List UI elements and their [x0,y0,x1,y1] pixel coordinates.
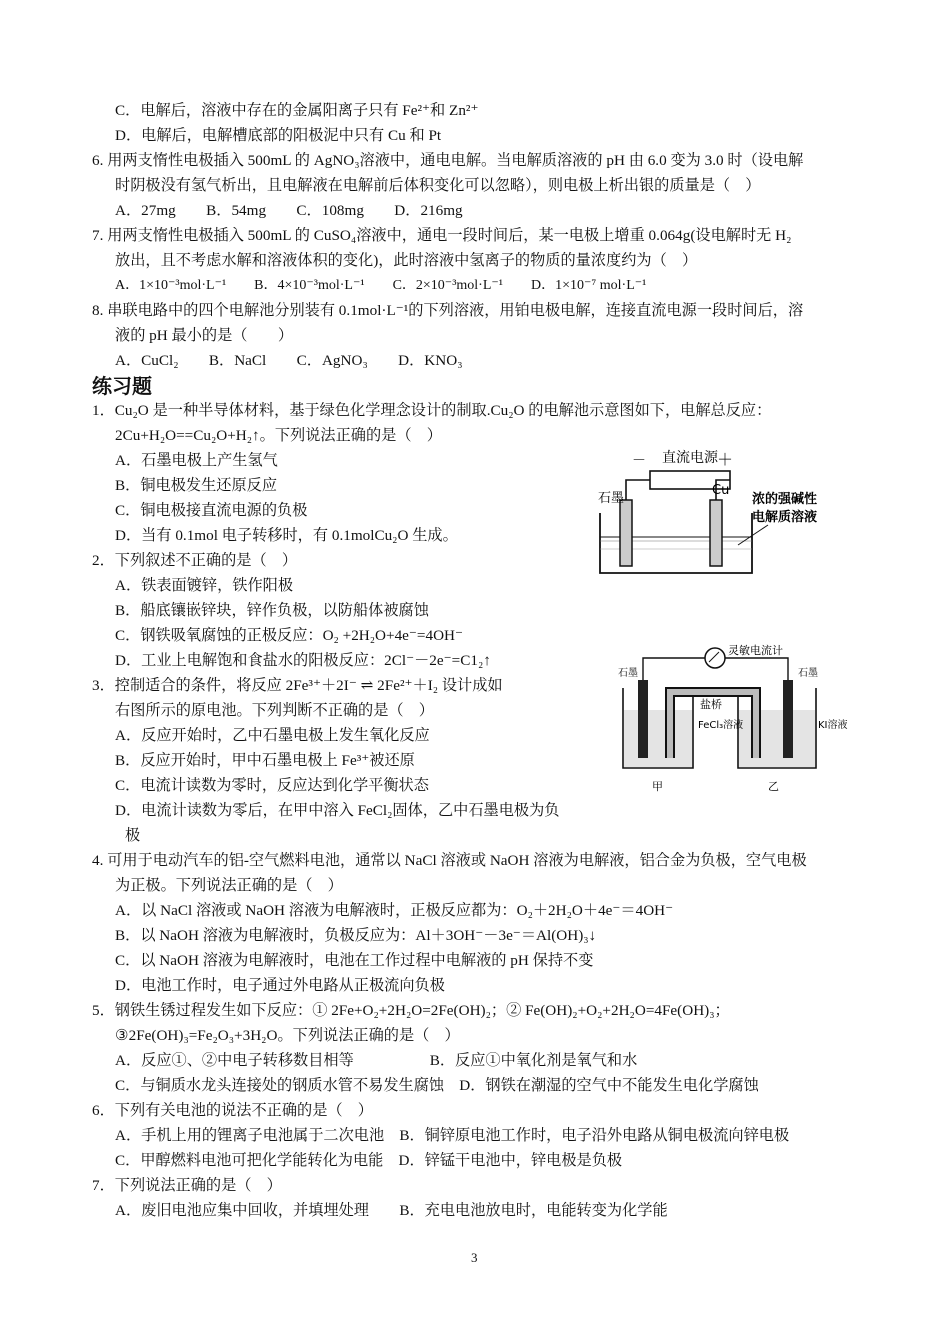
exercise-2-option-d: D．工业上电解饱和食盐水的阳极反应：2Cl⁻－2e⁻=C1₂↑ [115,652,491,669]
exercise-2-option-b: B．船底镶嵌锌块，锌作负极，以防船体被腐蚀 [115,602,429,619]
exercise-4-line2: 为正极。下列说法正确的是（ ） [115,877,343,894]
galvanometer [705,648,725,668]
exercise-3-option-d-cont: 极 [125,827,141,844]
exercise-3-option-a: A．反应开始时，乙中石墨电极上发生氧化反应 [115,727,430,744]
exercise-1-option-a: A．石墨电极上产生氢气 [115,452,278,469]
exercise-2-option-a: A．铁表面镀锌，铁作阳极 [115,577,294,594]
exercise-1-option-c: C．铜电极接直流电源的负极 [115,502,308,519]
exercise-3-option-d: D．电流计读数为零后，在甲中溶入 FeCl₂固体，乙中石墨电极为负 [115,802,560,819]
exercise-6-options-ab: A．手机上用的锂离子电池属于二次电池 B．铜锌原电池工作时，电子沿外电路从铜电极流向锌电极 [115,1127,790,1144]
exercise-5-line2: ③2Fe(OH)₃=Fe₂O₃+3H₂O。下列说法正确的是（ ） [115,1027,460,1044]
electrolyte-label-2: 电解质溶液 [752,510,818,525]
electrolysis-cell-figure [592,445,862,580]
exercise-3-line2: 右图所示的原电池。下列判断不正确的是（ ） [115,702,434,719]
salt-bridge-label: 盐桥 [700,698,722,711]
exercise-3-option-c: C．电流计读数为零时，反应达到化学平衡状态 [115,777,429,794]
question-8-line2: 液的 pH 最小的是（ ） [115,327,294,344]
copper-electrode [710,500,722,566]
graphite-label: 石墨 [598,491,625,506]
exercise-6-options-cd: C．甲醇燃料电池可把化学能转化为电能 D．锌锰干电池中，锌电极是负极 [115,1152,623,1169]
exercise-5-options-ab: A．反应①、②中电子转移数目相等 B．反应①中氧化剂是氧气和水 [115,1052,638,1069]
question-8-options: A．CuCl₂ B．NaCl C．AgNO₃ D．KNO₃ [115,352,463,369]
minus-sign: － [632,453,646,469]
exercise-2-option-c: C．钢铁吸氧腐蚀的正极反应：O₂ +2H₂O+4e⁻=4OH⁻ [115,627,464,644]
galvanic-cell-figure [618,640,853,800]
exercise-4-option-c: C．以 NaOH 溶液为电解液时，电池在工作过程中电解液的 pH 保持不变 [115,952,594,969]
question-7-line1: 7. 用两支惰性电极插入 500mL 的 CuSO₄溶液中，通电一段时间后，某一电极上增重 0.064g(设电解时无 H₂ [92,227,792,244]
plus-sign: ＋ [717,450,734,469]
graphite-right-label: 石墨 [798,668,818,679]
yi-label: 乙 [768,780,779,793]
exercise-4-option-a: A．以 NaCl 溶液或 NaOH 溶液为电解液时，正极反应都为：O₂＋2H₂O＋4e⁻＝4OH⁻ [115,902,674,919]
exercise-3-option-b: B．反应开始时，甲中石墨电极上 Fe³⁺被还原 [115,752,415,769]
exercise-6-stem: 6．下列有关电池的说法不正确的是（ ） [92,1102,373,1119]
question-7-options: A．1×10⁻³mol·L⁻¹ B．4×10⁻³mol·L⁻¹ C．2×10⁻³mol·L⁻¹ D．1×10⁻⁷ mol·L⁻¹ [115,278,647,293]
fecl3-label: FeCl₃溶液 [698,720,744,731]
page-number: 3 [471,1250,478,1265]
option-c-prev: C．电解后，溶液中存在的金属阳离子只有 Fe²⁺和 Zn²⁺ [115,102,479,119]
jia-label: 甲 [652,780,663,793]
exercise-1-option-b: B．铜电极发生还原反应 [115,477,278,494]
exercise-4-option-d: D．电池工作时，电子通过外电路从正极流向负极 [115,977,445,994]
question-8-line1: 8. 串联电路中的四个电解池分别装有 0.1mol·L⁻¹的下列溶液，用铂电极电解，连接直流电源一段时间后，溶 [92,302,804,319]
ki-label: KI溶液 [818,720,848,731]
exercise-1-line2: 2Cu+H₂O==Cu₂O+H₂↑。下列说法正确的是（ ） [115,427,442,444]
electrolyte-label-1: 浓的强碱性 [752,492,818,507]
exercise-5-line1: 5．钢铁生锈过程发生如下反应：① 2Fe+O₂+2H₂O=2Fe(OH)₂；② Fe(OH)₂+O₂+2H₂O=4Fe(OH)₃； [92,1002,730,1019]
graphite-electrode [620,500,632,566]
right-graphite-electrode [783,680,793,758]
exercise-3-line1: 3．控制适合的条件，将反应 2Fe³⁺＋2I⁻ ⇌ 2Fe²⁺＋I₂ 设计成如 [92,677,503,694]
question-6-options: A．27mg B．54mg C．108mg D．216mg [115,202,463,219]
exercise-1-option-d: D．当有 0.1mol 电子转移时，有 0.1molCu₂O 生成。 [115,527,458,544]
exercise-2-stem: 2．下列叙述不正确的是（ ） [92,552,298,569]
section-title: 练习题 [92,374,152,398]
galvanometer-label: 灵敏电流计 [728,644,783,657]
exercise-4-line1: 4. 可用于电动汽车的铝-空气燃料电池，通常以 NaCl 溶液或 NaOH 溶液为电解液，铝合金为负极，空气电极 [92,852,807,869]
question-7-line2: 放出，且不考虑水解和溶液体积的变化)，此时溶液中氢离子的物质的量浓度约为（ ） [115,252,698,269]
question-6-line1: 6. 用两支惰性电极插入 500mL 的 AgNO₃溶液中，通电电解。当电解质溶液的 pH 由 6.0 变为 3.0 时（设电解 [92,152,804,169]
option-d-prev: D．电解后，电解槽底部的阳极泥中只有 Cu 和 Pt [115,127,442,144]
power-supply-label: 直流电源 [662,450,718,466]
exercise-5-options-cd: C．与铜质水龙头连接处的钢质水管不易发生腐蚀 D．钢铁在潮湿的空气中不能发生电化学腐蚀 [115,1077,759,1094]
question-6-line2: 时阴极没有氢气析出，且电解液在电解前后体积变化可以忽略），则电极上析出银的质量是（ ） [115,177,761,194]
exercise-4-option-b: B．以 NaOH 溶液为电解液时，负极反应为：Al＋3OH⁻－3e⁻＝Al(OH)₃↓ [115,927,597,944]
exercise-1-line1: 1．Cu₂O 是一种半导体材料，基于绿色化学理念设计的制取.Cu₂O 的电解池示意图如下，电解总反应： [92,402,772,419]
left-graphite-electrode [638,680,648,758]
exercise-7-stem: 7．下列说法正确的是（ ） [92,1177,282,1194]
copper-label: Cu [712,483,730,498]
graphite-left-label: 石墨 [618,668,638,679]
exercise-7-options-ab: A．废旧电池应集中回收，并填埋处理 B．充电电池放电时，电能转变为化学能 [115,1202,668,1219]
